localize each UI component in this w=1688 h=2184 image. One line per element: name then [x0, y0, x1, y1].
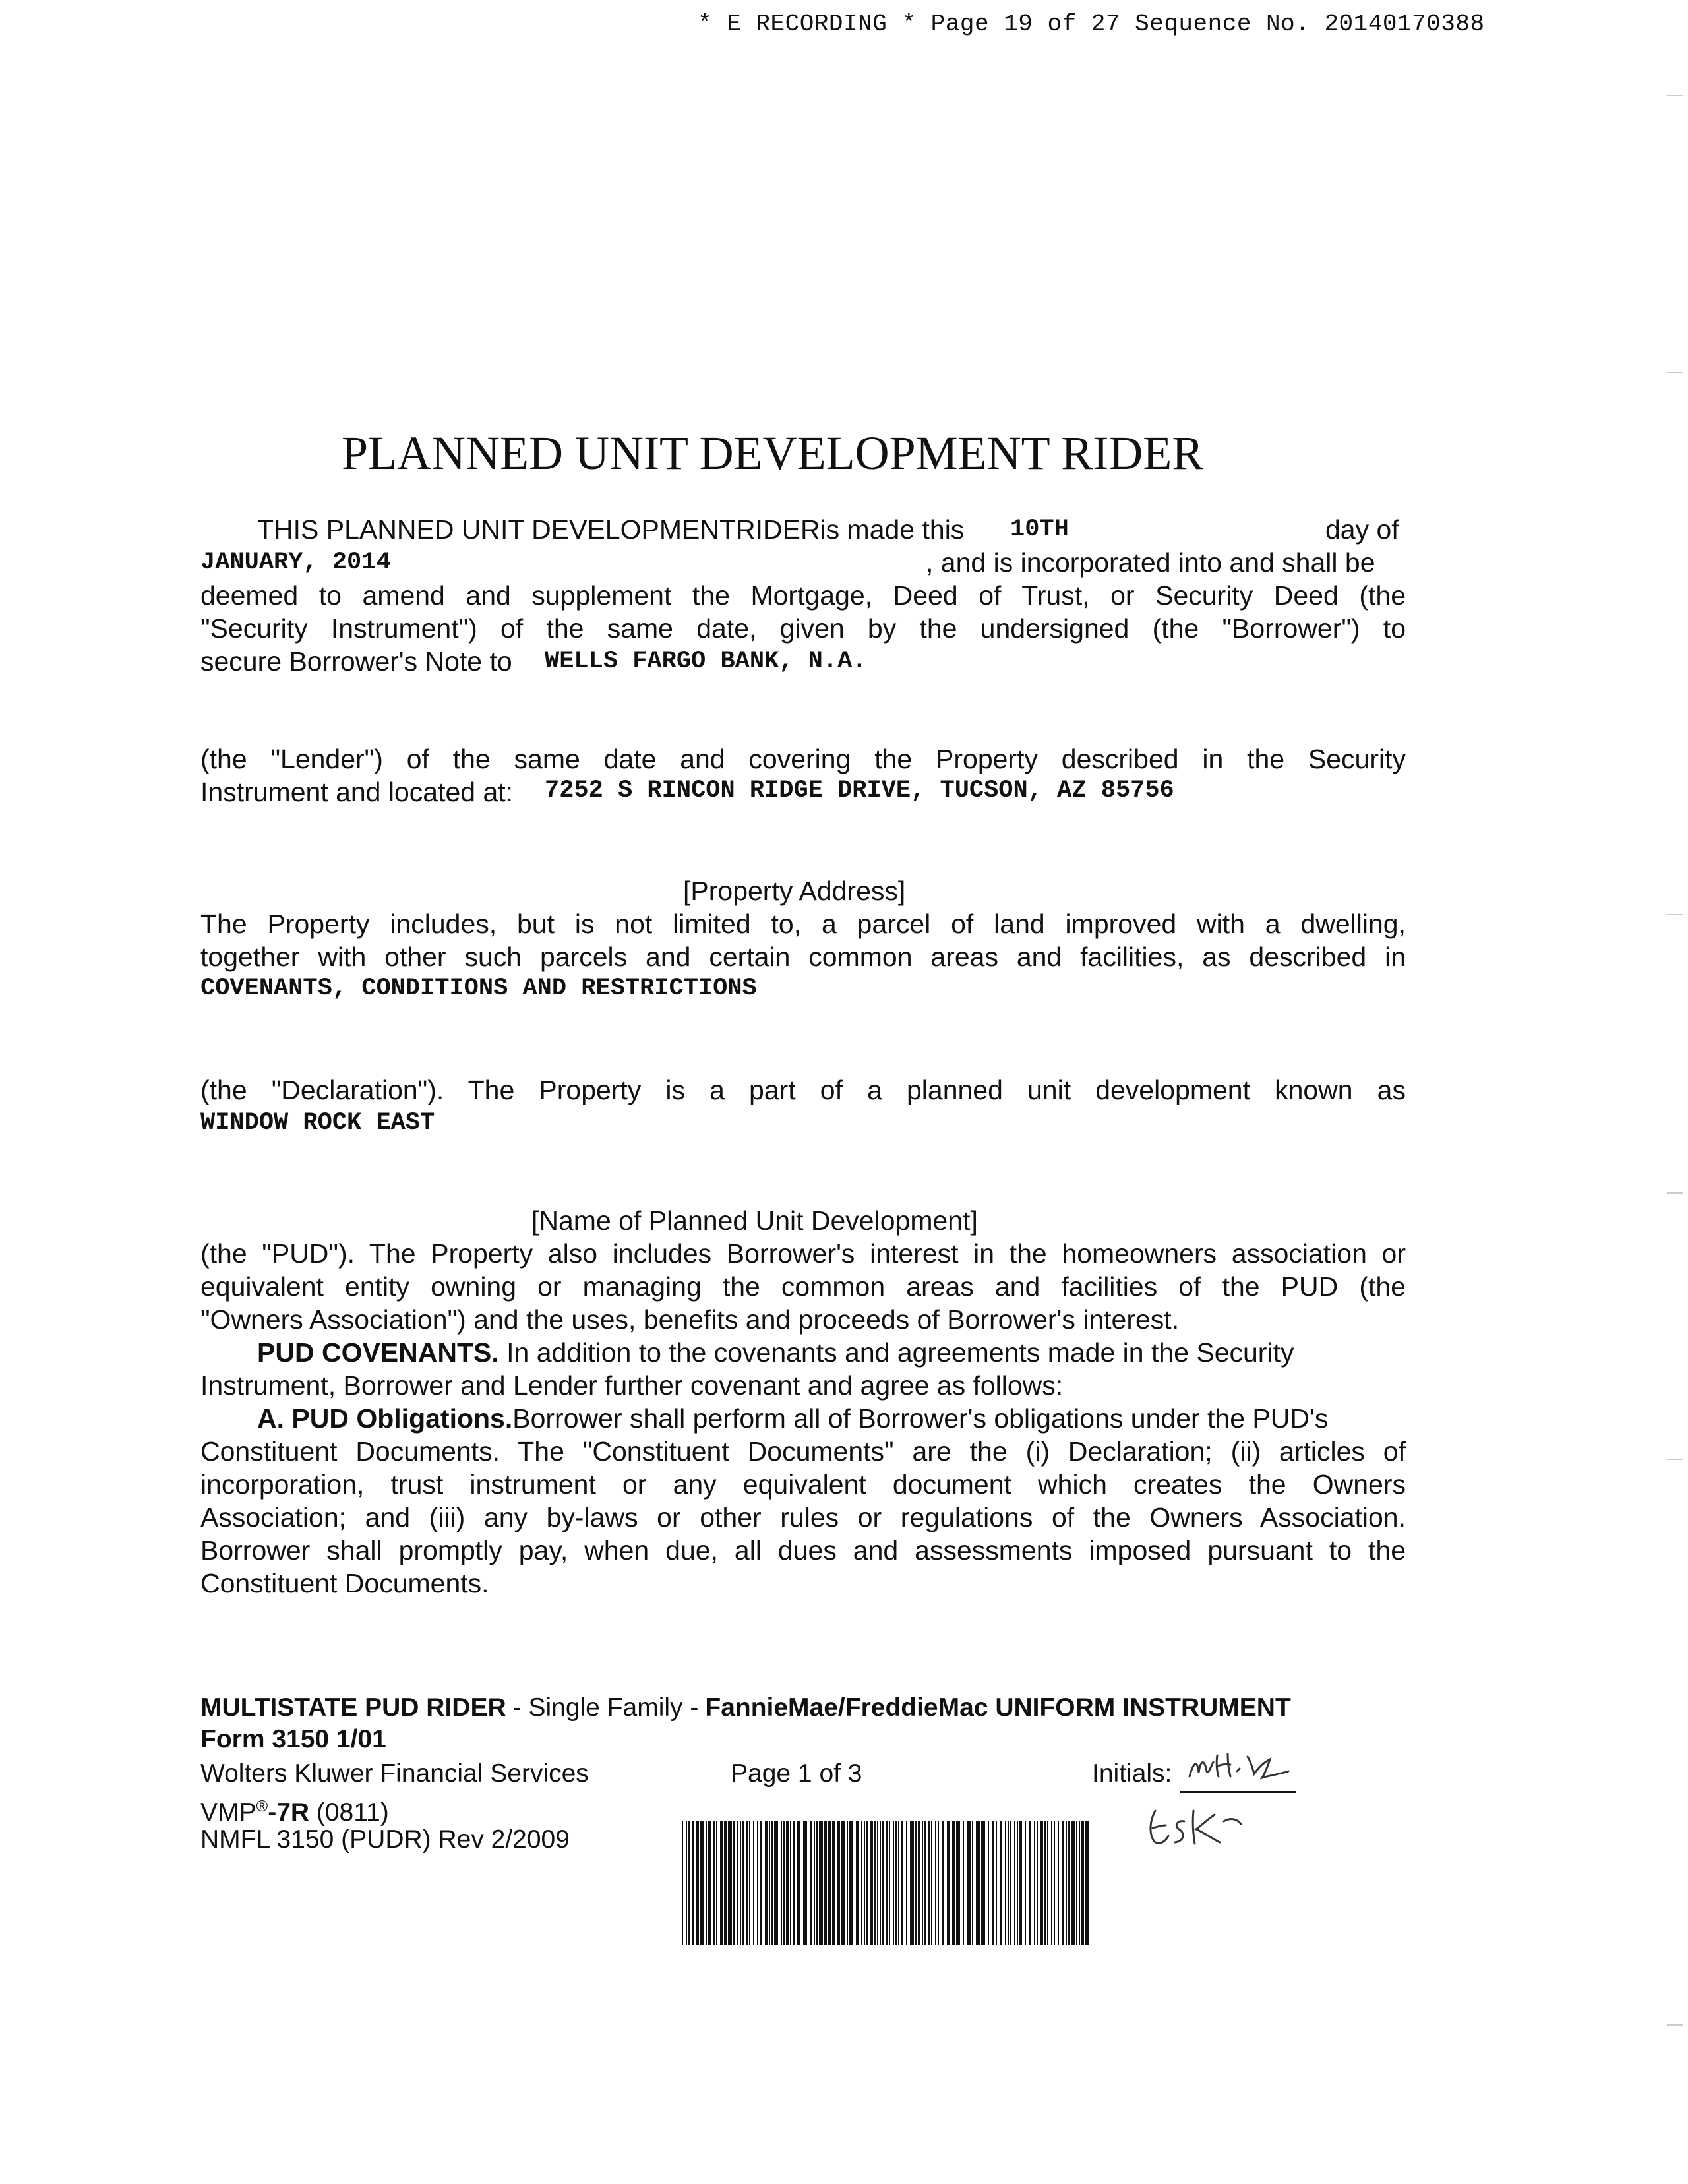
barcode-bar — [988, 1821, 989, 1945]
barcode-bar — [828, 1821, 831, 1945]
barcode-bar — [849, 1821, 853, 1945]
barcode — [679, 1821, 1095, 1945]
barcode-bar — [790, 1821, 791, 1945]
barcode-bar — [1008, 1821, 1009, 1945]
barcode-bar — [996, 1821, 997, 1945]
nmfl-code: NMFL 3150 (PUDR) Rev 2/2009 — [200, 1825, 570, 1854]
barcode-bar — [740, 1821, 741, 1945]
barcode-bar — [841, 1821, 845, 1945]
barcode-bar — [893, 1821, 894, 1945]
barcode-bar — [1017, 1821, 1018, 1945]
vmp-b: -7R — [268, 1798, 310, 1827]
barcode-bar — [724, 1821, 727, 1945]
barcode-bar — [700, 1821, 704, 1945]
barcode-bar — [769, 1821, 770, 1945]
barcode-bar — [910, 1821, 914, 1945]
barcode-bar — [847, 1821, 848, 1945]
barcode-bar — [861, 1821, 862, 1945]
vmp-code — [200, 1791, 389, 1829]
barcode-bar — [864, 1821, 865, 1945]
intro-line1-b: day of — [1325, 514, 1399, 545]
barcode-bar — [1044, 1821, 1046, 1945]
intro-line4: "Security Instrument") of the same date, given by the undersigned (the "Borrower") to — [200, 613, 1406, 644]
pud-name-value: WINDOW ROCK EAST — [200, 1109, 435, 1137]
barcode-bar — [1014, 1821, 1015, 1945]
barcode-bar — [906, 1821, 907, 1945]
margin-mark — [1667, 1192, 1683, 1194]
barcode-bar — [1051, 1821, 1052, 1945]
intro-line1-a: THIS PLANNED UNIT DEVELOPMENTRIDERis made this — [257, 514, 965, 545]
barcode-bar — [686, 1821, 687, 1945]
barcode-bar — [757, 1821, 758, 1945]
barcode-bar — [746, 1821, 748, 1945]
barcode-bar — [935, 1821, 936, 1945]
lender-para-line2-a: Instrument and located at: — [200, 777, 514, 807]
barcode-bar — [1047, 1821, 1048, 1945]
barcode-bar — [898, 1821, 899, 1945]
barcode-bar — [688, 1821, 690, 1945]
vmp-a: VMP — [200, 1798, 256, 1827]
barcode-bar — [924, 1821, 926, 1945]
barcode-bar — [753, 1821, 754, 1945]
declaration-para-line1: (the "Declaration"). The Property is a part of a planned unit development known as — [200, 1075, 1406, 1105]
barcode-bar — [1040, 1821, 1043, 1945]
barcode-bar — [1000, 1821, 1002, 1945]
barcode-bar — [786, 1821, 789, 1945]
barcode-bar — [1010, 1821, 1011, 1945]
publisher: Wolters Kluwer Financial Services — [200, 1759, 589, 1788]
barcode-bar — [716, 1821, 717, 1945]
obligations-para-line2: Constituent Documents. The "Constituent Documents" are the (i) Declaration; (ii) articles of — [200, 1436, 1406, 1467]
property-address-caption: [Property Address] — [683, 876, 906, 906]
day-value: 10TH — [1010, 516, 1069, 543]
barcode-bar — [742, 1821, 744, 1945]
barcode-bar — [713, 1821, 715, 1945]
barcode-bar — [1085, 1821, 1089, 1945]
margin-mark — [1667, 95, 1683, 96]
barcode-bar — [880, 1821, 881, 1945]
obligations-para-line6: Constituent Documents. — [200, 1568, 489, 1598]
covenants-heading: PUD COVENANTS. — [257, 1337, 499, 1368]
initials-signature-2 — [1138, 1795, 1257, 1854]
barcode-bar — [866, 1821, 868, 1945]
barcode-bar — [856, 1821, 859, 1945]
barcode-bar — [938, 1821, 939, 1945]
barcode-bar — [1025, 1821, 1026, 1945]
barcode-bar — [1019, 1821, 1022, 1945]
barcode-bar — [720, 1821, 723, 1945]
declaration-value: COVENANTS, CONDITIONS AND RESTRICTIONS — [200, 975, 757, 1002]
initials-label: Initials: — [1092, 1759, 1172, 1788]
pud-name-caption: [Name of Planned Unit Development] — [531, 1205, 978, 1236]
barcode-bar — [981, 1821, 985, 1945]
barcode-bar — [1062, 1821, 1064, 1945]
barcode-bar — [728, 1821, 732, 1945]
barcode-bar — [931, 1821, 932, 1945]
margin-mark — [1667, 372, 1683, 373]
barcode-bar — [928, 1821, 930, 1945]
barcode-bar — [803, 1821, 807, 1945]
barcode-bar — [1005, 1821, 1006, 1945]
barcode-bar — [886, 1821, 888, 1945]
barcode-bar — [737, 1821, 738, 1945]
intro-line2-b: , and is incorporated into and shall be — [926, 547, 1375, 578]
property-para-line1: The Property includes, but is not limited to, a parcel of land improved with a dwelling, — [200, 909, 1406, 939]
pud-para-line1: (the "PUD"). The Property also includes Borrower's interest in the homeowners association or — [200, 1238, 1406, 1269]
barcode-bar — [708, 1821, 711, 1945]
barcode-bar — [967, 1821, 971, 1945]
margin-mark — [1667, 914, 1683, 915]
barcode-bar — [877, 1821, 878, 1945]
form-title-bold2: FannieMae/FreddieMac UNIFORM INSTRUMENT — [705, 1693, 1291, 1722]
barcode-bar — [765, 1821, 768, 1945]
barcode-bar — [895, 1821, 897, 1945]
barcode-bar — [1034, 1821, 1035, 1945]
lender-para-line1: (the "Lender") of the same date and covering the Property described in the Security — [200, 744, 1406, 774]
obligations-para-line5: Borrower shall promptly pay, when due, all dues and assessments imposed pursuant to the — [200, 1535, 1406, 1565]
barcode-bar — [706, 1821, 707, 1945]
barcode-bar — [819, 1821, 823, 1945]
barcode-bar — [682, 1821, 683, 1945]
form-title-bold: MULTISTATE PUD RIDER — [200, 1693, 506, 1722]
pud-para-line2: equivalent entity owning or managing the common areas and facilities of the PUD (the — [200, 1271, 1406, 1302]
barcode-bar — [922, 1821, 923, 1945]
margin-mark — [1667, 1459, 1683, 1460]
barcode-bar — [783, 1821, 785, 1945]
barcode-bar — [837, 1821, 840, 1945]
margin-mark — [1667, 2024, 1683, 2026]
page-of: Page 1 of 3 — [731, 1759, 862, 1788]
barcode-bar — [793, 1821, 795, 1945]
barcode-bar — [915, 1821, 917, 1945]
covenants-para-line1 — [257, 1336, 1406, 1370]
initials-signature-1 — [1184, 1742, 1303, 1788]
barcode-bar — [889, 1821, 890, 1945]
obligations-heading: A. PUD Obligations. — [257, 1403, 513, 1434]
barcode-bar — [797, 1821, 800, 1945]
recording-header: * E RECORDING * Page 19 of 27 Sequence No. 20140170388 — [698, 11, 1485, 38]
barcode-bar — [1081, 1821, 1084, 1945]
barcode-bar — [901, 1821, 903, 1945]
barcode-bar — [816, 1821, 818, 1945]
barcode-bar — [942, 1821, 944, 1945]
barcode-bar — [992, 1821, 994, 1945]
barcode-bar — [1079, 1821, 1080, 1945]
barcode-bar — [832, 1821, 835, 1945]
barcode-bar — [882, 1821, 884, 1945]
document-title: PLANNED UNIT DEVELOPMENT RIDER — [342, 427, 1204, 479]
obligations-para-line3: incorporation, trust instrument or any equivalent document which creates the Owners — [200, 1469, 1406, 1500]
form-title — [200, 1692, 1291, 1724]
barcode-bar — [1068, 1821, 1070, 1945]
obligations-line1-rest: Borrower shall perform all of Borrower's obligations under the PUD's — [512, 1403, 1329, 1434]
barcode-bar — [972, 1821, 973, 1945]
barcode-bar — [760, 1821, 762, 1945]
barcode-bar — [824, 1821, 827, 1945]
barcode-bar — [1071, 1821, 1075, 1945]
property-para-line2: together with other such parcels and certain common areas and facilities, as described in — [200, 942, 1406, 972]
property-address-value: 7252 S RINCON RIDGE DRIVE, TUCSON, AZ 85756 — [545, 777, 1174, 804]
barcode-bar — [947, 1821, 950, 1945]
obligations-para-line4: Association; and (iii) any by-laws or other rules or regulations of the Owners Association. — [200, 1502, 1406, 1532]
barcode-bar — [733, 1821, 735, 1945]
barcode-bar — [1076, 1821, 1077, 1945]
barcode-bar — [781, 1821, 782, 1945]
barcode-bar — [1029, 1821, 1031, 1945]
obligations-para-line1 — [257, 1402, 1406, 1436]
month-year-value: JANUARY, 2014 — [200, 549, 391, 576]
barcode-bar — [1054, 1821, 1055, 1945]
barcode-bar — [810, 1821, 812, 1945]
barcode-bar — [956, 1821, 960, 1945]
barcode-bar — [1037, 1821, 1038, 1945]
form-number: Form 3150 1/01 — [200, 1725, 386, 1753]
barcode-bar — [918, 1821, 920, 1945]
barcode-bar — [1058, 1821, 1059, 1945]
intro-line3: deemed to amend and supplement the Mortgage, Deed of Trust, or Security Deed (the — [200, 580, 1406, 611]
barcode-bar — [692, 1821, 694, 1945]
vmp-reg: ® — [256, 1798, 268, 1815]
intro-line5-a: secure Borrower's Note to — [200, 646, 512, 677]
barcode-bar — [749, 1821, 750, 1945]
barcode-bar — [870, 1821, 873, 1945]
covenants-line1-rest: In addition to the covenants and agreements made in the Security — [498, 1337, 1294, 1368]
barcode-bar — [814, 1821, 815, 1945]
covenants-para-line2: Instrument, Borrower and Lender further covenant and agree as follows: — [200, 1370, 1064, 1401]
pud-para-line3: "Owners Association") and the uses, benefits and proceeds of Borrower's interest. — [200, 1304, 1180, 1335]
form-title-mid: - Single Family - — [512, 1693, 699, 1722]
barcode-bar — [1066, 1821, 1067, 1945]
barcode-bar — [963, 1821, 964, 1945]
vmp-c: (0811) — [309, 1798, 389, 1827]
barcode-bar — [952, 1821, 955, 1945]
barcode-bar — [774, 1821, 778, 1945]
barcode-bar — [874, 1821, 876, 1945]
initials-underline — [1180, 1791, 1296, 1793]
barcode-bar — [976, 1821, 980, 1945]
barcode-bar — [696, 1821, 699, 1945]
barcode-bar — [771, 1821, 773, 1945]
lender-value: WELLS FARGO BANK, N.A. — [545, 648, 867, 675]
